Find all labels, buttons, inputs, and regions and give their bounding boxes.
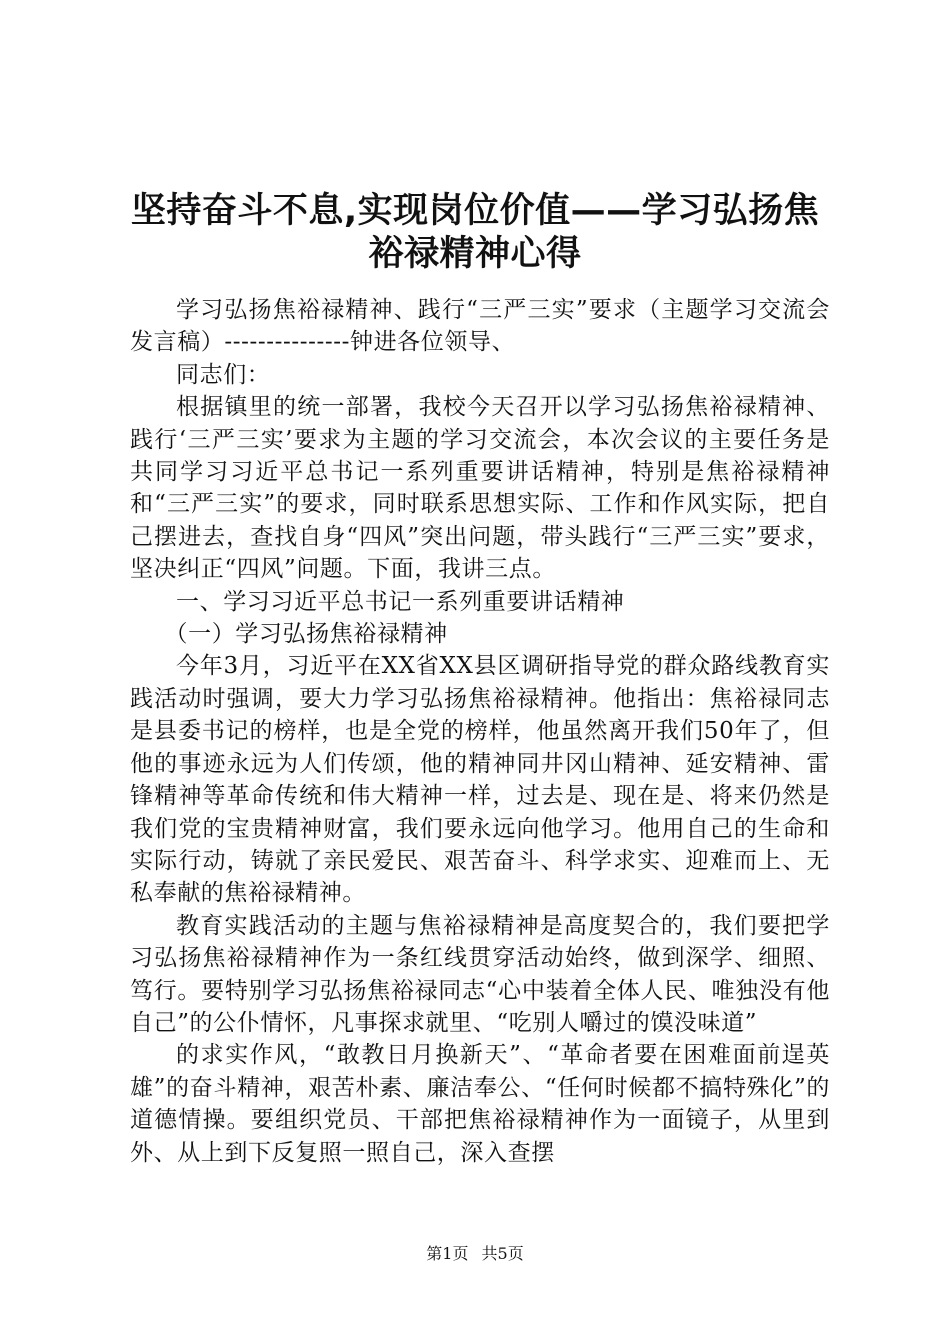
document-title-line-1: 坚持奋斗不息,实现岗位价值——学习弘扬焦 bbox=[130, 191, 820, 231]
document-body bbox=[130, 294, 830, 1169]
subsection-heading-1: （一）学习弘扬焦裕禄精神 bbox=[164, 621, 448, 648]
paragraph-opening: 根据镇里的统一部署，我校今天召开以学习弘扬焦裕禄精神、践行‘三严三实’要求为主题的学习交流会，本次会议的主要任务是共同学习习近平总书记一系列重要讲话精神，特别是焦裕禄精神和“三严三实”的要求，同时联系思想实际、工作和作风实际，把自己摆进去，查找自身“四风”突出问题，带头践行“三严三实”要求，坚决纠正“四风”问题。下面，我讲三点。 bbox=[130, 394, 830, 583]
document-title-line-2: 裕禄精神心得 bbox=[368, 234, 582, 274]
paragraph-salutation: 同志们： bbox=[176, 361, 271, 388]
paragraph-intro: 学习弘扬焦裕禄精神、践行“三严三实”要求（主题学习交流会发言稿）---------------钟进各位领导、 bbox=[130, 297, 830, 356]
page-footer bbox=[0, 1243, 950, 1265]
page-number-total: 共5页 bbox=[481, 1244, 524, 1263]
page-number-current: 第1页 bbox=[426, 1244, 469, 1263]
section-heading-1: 一、学习习近平总书记一系列重要讲话精神 bbox=[176, 588, 625, 615]
paragraph-body-2: 教育实践活动的主题与焦裕禄精神是高度契合的，我们要把学习弘扬焦裕禄精神作为一条红线贯穿活动始终，做到深学、细照、笃行。要特别学习弘扬焦裕禄同志“心中装着全体人民、唯独没有他自己”的公仆情怀，凡事探求就里、“吃别人嚼过的馍没味道” bbox=[130, 912, 830, 1036]
paragraph-body-1: 今年3月，习近平在XX省XX县区调研指导党的群众路线教育实践活动时强调，要大力学习弘扬焦裕禄精神。他指出：焦裕禄同志是县委书记的榜样，也是全党的榜样，他虽然离开我们50年了，但他的事迹永远为人们传颂，他的精神同井冈山精神、延安精神、雷锋精神等革命传统和伟大精神一样，过去是、现在是、将来仍然是我们党的宝贵精神财富，我们要永远向他学习。他用自己的生命和实际行动，铸就了亲民爱民、艰苦奋斗、科学求实、迎难而上、无私奉献的焦裕禄精神。 bbox=[130, 653, 830, 907]
paragraph-body-3: 的求实作风，“敢教日月换新天”、“革命者要在困难面前逞英雄”的奋斗精神，艰苦朴素、廉洁奉公、“任何时候都不搞特殊化”的道德情操。要组织党员、干部把焦裕禄精神作为一面镜子，从里到外、从上到下反复照一照自己，深入查摆 bbox=[130, 1042, 830, 1166]
